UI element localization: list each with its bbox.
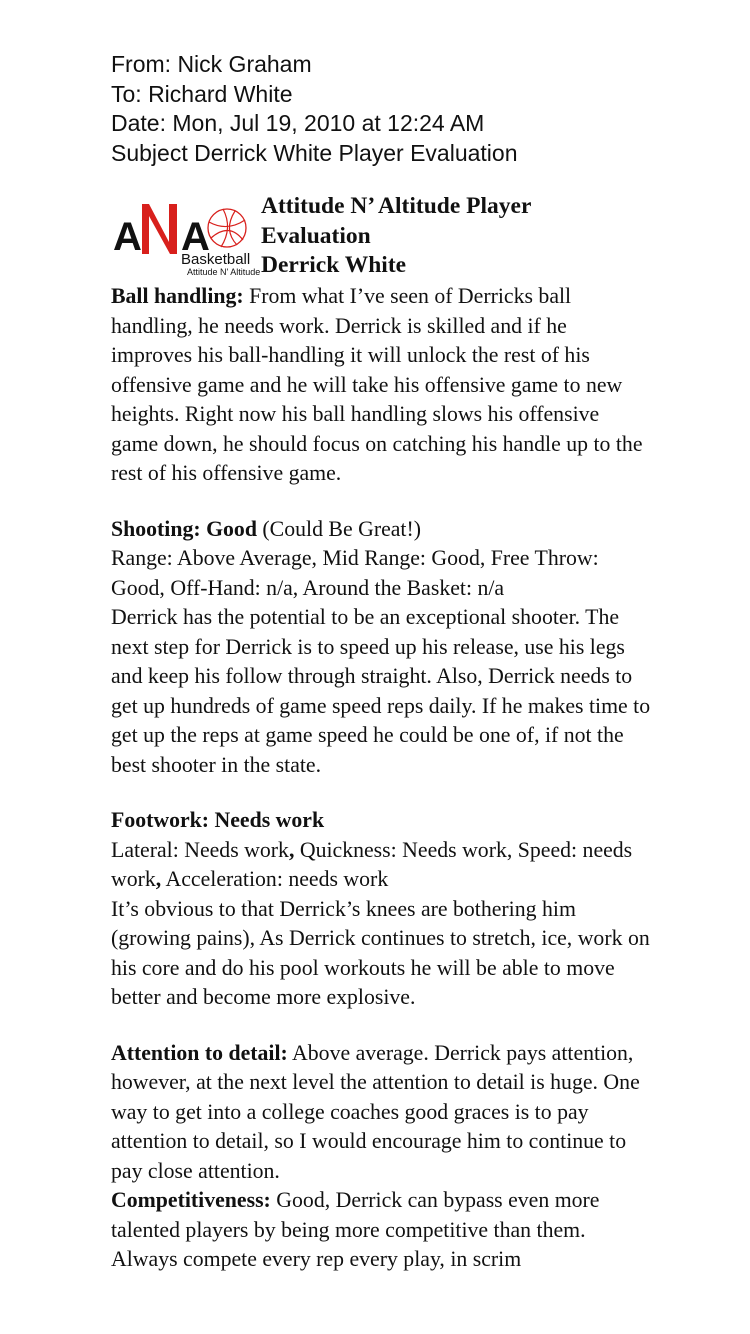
from-line: From: Nick Graham (111, 51, 312, 77)
attention-section (111, 1039, 651, 1187)
ball-handling-heading: Ball handling: (111, 284, 244, 308)
footwork-stats (111, 836, 651, 895)
logo-basketball-label: Basketball (181, 251, 251, 268)
email-document (111, 50, 651, 1275)
shooting-heading: Shooting: Good (111, 516, 257, 541)
competitiveness-section (111, 1186, 651, 1275)
footwork-text: It’s obvious to that Derrick’s knees are bothering him (growing pains), As Derrick continues to stretch, ice, work on his core and do his pool workouts he will be able to move better and become more explosive. (111, 896, 650, 1009)
evaluation-title-block (111, 192, 651, 282)
footwork-heading: Footwork: Needs work (111, 808, 325, 832)
date-line: Date: Mon, Jul 19, 2010 at 12:24 AM (111, 110, 485, 136)
shooting-section (111, 515, 651, 781)
to-line: To: Richard White (111, 80, 293, 107)
logo-letter-a-right: A (181, 215, 210, 259)
shooting-rating-note: (Could Be Great!) (256, 516, 421, 541)
footwork-stat-acceleration: Acceleration: needs work (161, 867, 389, 891)
email-header (111, 50, 651, 168)
attention-heading: Attention to detail: (111, 1040, 288, 1065)
footwork-stat-lateral: Lateral: Needs work (111, 837, 289, 862)
logo-letter-n (142, 204, 177, 254)
logo-tagline: Attitude N' Altitude (187, 267, 261, 277)
title-line-1: Attitude N’ Altitude Player (261, 193, 532, 219)
evaluation-title (261, 192, 531, 281)
player-name: Derrick White (261, 252, 407, 278)
subject-line: Subject Derrick White Player Evaluation (111, 139, 518, 166)
ana-basketball-logo (111, 192, 261, 282)
attention-paragraph (111, 1039, 651, 1187)
ball-handling-text: From what I’ve seen of Derricks ball handling, he needs work. Derrick is skilled and if he improves his ball-handling it will unlock the rest of his offensive game and he will take his offensive game to new heights. Right now his ball handling slows his offensive game down, he should focus on catching his handle up to the rest of his offensive game. (111, 284, 643, 485)
logo-letter-a-left: A (113, 215, 142, 259)
competitiveness-heading: Competitiveness: (111, 1188, 271, 1212)
title-line-2: Evaluation (261, 222, 371, 249)
shooting-heading-line (111, 515, 651, 545)
evaluation-body (111, 282, 651, 1275)
basketball-icon (208, 209, 246, 247)
competitiveness-text: Good, Derrick can bypass even more talented players by being more competitive than them. Always compete every rep every play, in scrim (111, 1188, 600, 1271)
footwork-heading-line (111, 806, 651, 836)
shooting-text: Derrick has the potential to be an exceptional shooter. The next step for Derrick is to speed up his release, use his legs and keep his follow through straight. Also, Derrick needs to get up hundreds of game speed reps daily. If he makes time to get up the reps at game speed he could be one of, if not the best shooter in the state. (111, 605, 651, 777)
ball-handling-section (111, 282, 651, 489)
shooting-stats: Range: Above Average, Mid Range: Good, Free Throw: Good, Off-Hand: n/a, Around the Basket: n/a (111, 546, 599, 600)
footwork-comma-2: , (155, 867, 162, 891)
footwork-stat-quickness-speed: Quickness: Needs work, Speed: needs work (111, 837, 633, 891)
attention-text: Above average. Derrick pays attention, however, at the next level the attention to detail is huge. One way to get into a college coaches good graces is to pay attention to detail, so I would encourage him to continue to pay close attention. (111, 1040, 640, 1183)
footwork-section (111, 806, 651, 1013)
footwork-comma-1: , (288, 837, 295, 862)
ana-logo-graphic (111, 192, 261, 282)
